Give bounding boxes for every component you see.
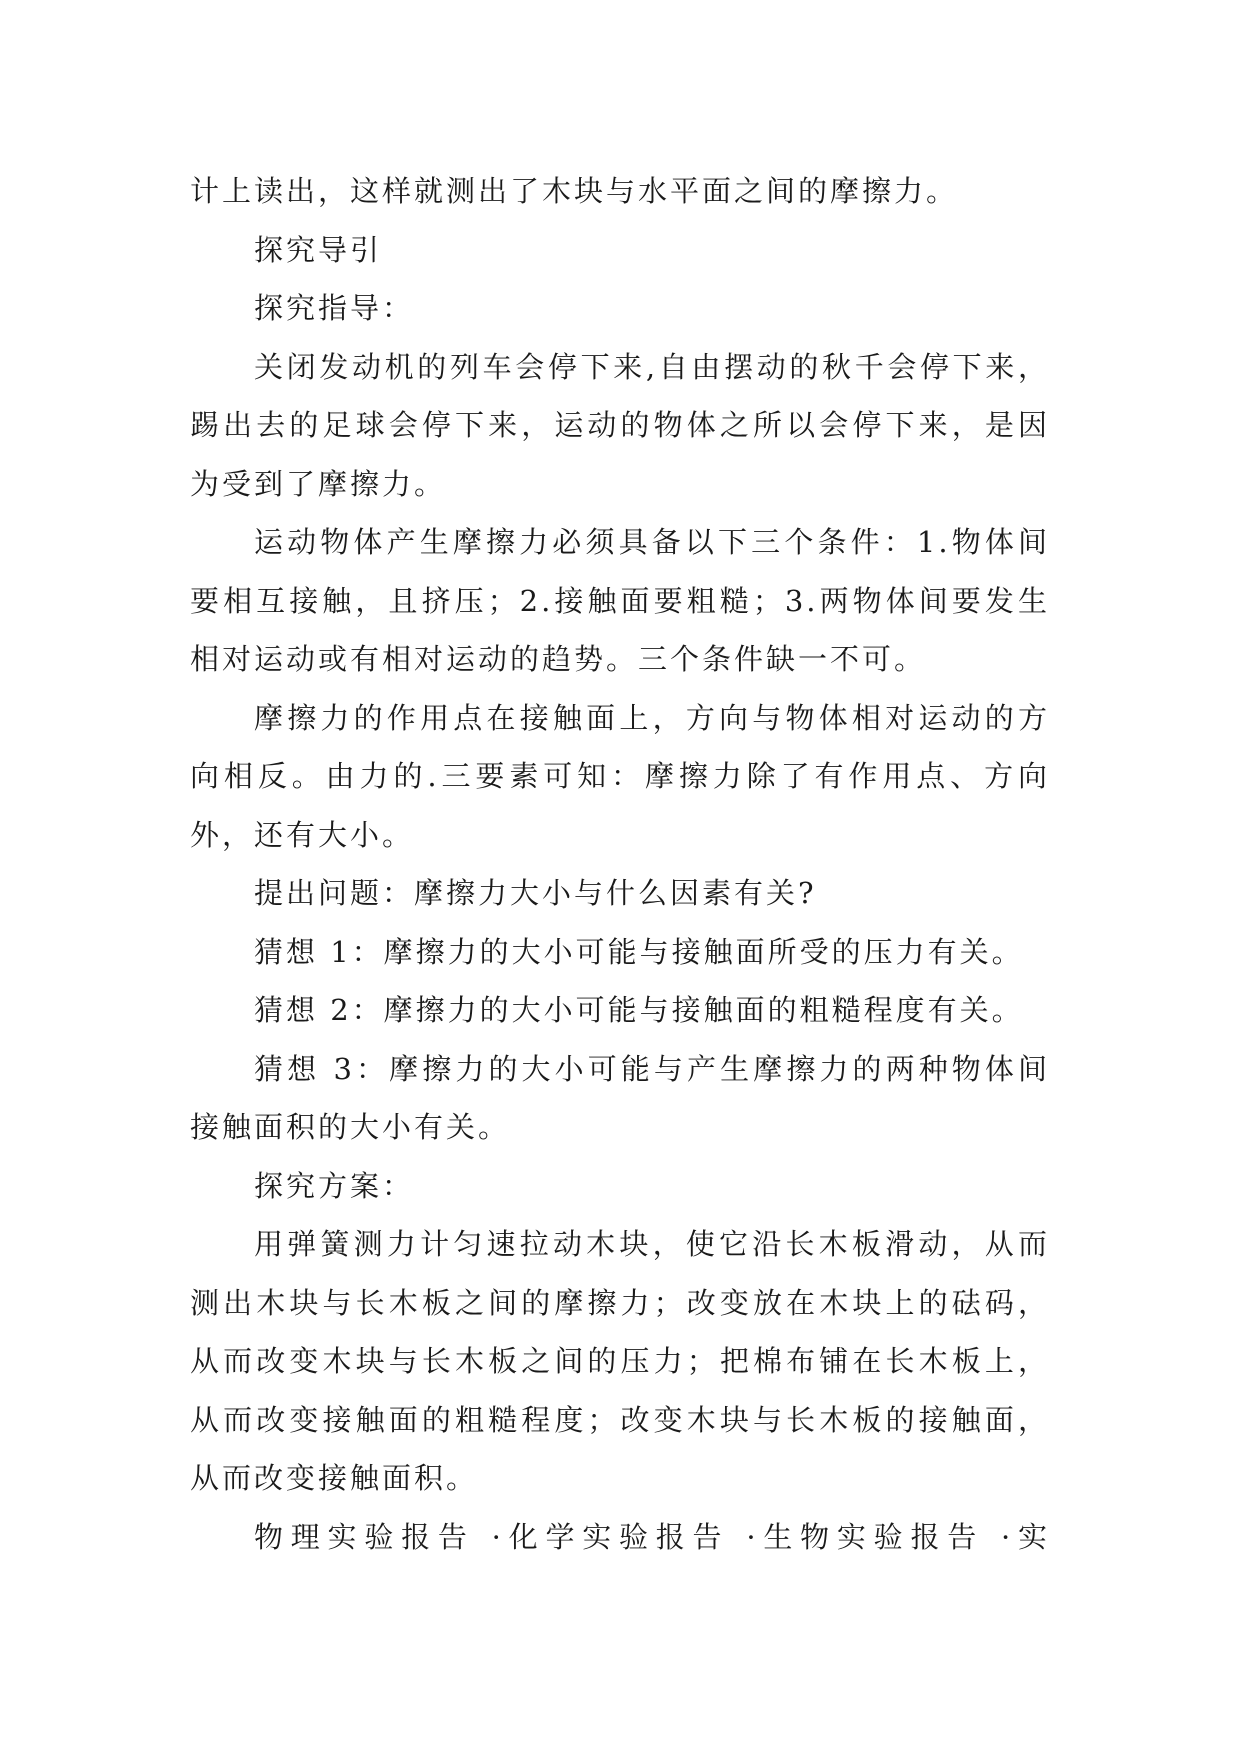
text-line: 计上读出，这样就测出了木块与水平面之间的摩擦力。 (190, 174, 959, 208)
hypothesis-line: 猜想 1：摩擦力的大小可能与接触面所受的压力有关。 (254, 934, 1024, 969)
text-line: 测出木块与长木板之间的摩擦力；改变放在木块上的砝码， (190, 1285, 1050, 1320)
text-line: 踢出去的足球会停下来，运动的物体之所以会停下来，是因 (190, 408, 1050, 442)
text-line: 从而改变接触面积。 (190, 1461, 479, 1495)
text-line: 关闭发动机的列车会停下来,自由摆动的秋千会停下来， (254, 349, 1050, 384)
text-line: 相对运动或有相对运动的趋势。三个条件缺一不可。 (190, 642, 927, 676)
question-line: 提出问题：摩擦力大小与什么因素有关? (254, 876, 817, 910)
text-line: 从而改变木块与长木板之间的压力；把棉布铺在长木板上， (190, 1344, 1050, 1378)
hypothesis-line: 猜想 3：摩擦力的大小可能与产生摩擦力的两种物体间 (254, 1051, 1050, 1086)
hypothesis-line: 猜想 2：摩擦力的大小可能与接触面的粗糙程度有关。 (254, 993, 1024, 1027)
text-line: 用弹簧测力计匀速拉动木块，使它沿长木板滑动，从而 (254, 1227, 1050, 1261)
section-heading: 探究导引 (254, 232, 383, 267)
text-line: 外，还有大小。 (190, 817, 415, 852)
text-line: 向相反。由力的.三要素可知：摩擦力除了有作用点、方向 (190, 759, 1050, 793)
text-line: 运动物体产生摩擦力必须具备以下三个条件：1.物体间 (254, 525, 1050, 559)
document-body (190, 162, 1050, 1566)
text-line: 摩擦力的作用点在接触面上，方向与物体相对运动的方 (254, 700, 1050, 735)
text-line: 要相互接触，且挤压；2.接触面要粗糙；3.两物体间要发生 (190, 583, 1050, 618)
section-heading: 探究指导： (254, 291, 415, 325)
related-links-line: 物理实验报告 ·化学实验报告 ·生物实验报告 ·实 (254, 1519, 1050, 1554)
text-line: 为受到了摩擦力。 (190, 466, 447, 501)
text-line: 接触面积的大小有关。 (190, 1110, 511, 1144)
section-heading: 探究方案： (254, 1168, 415, 1203)
text-line: 从而改变接触面的粗糙程度；改变木块与长木板的接触面， (190, 1402, 1050, 1437)
